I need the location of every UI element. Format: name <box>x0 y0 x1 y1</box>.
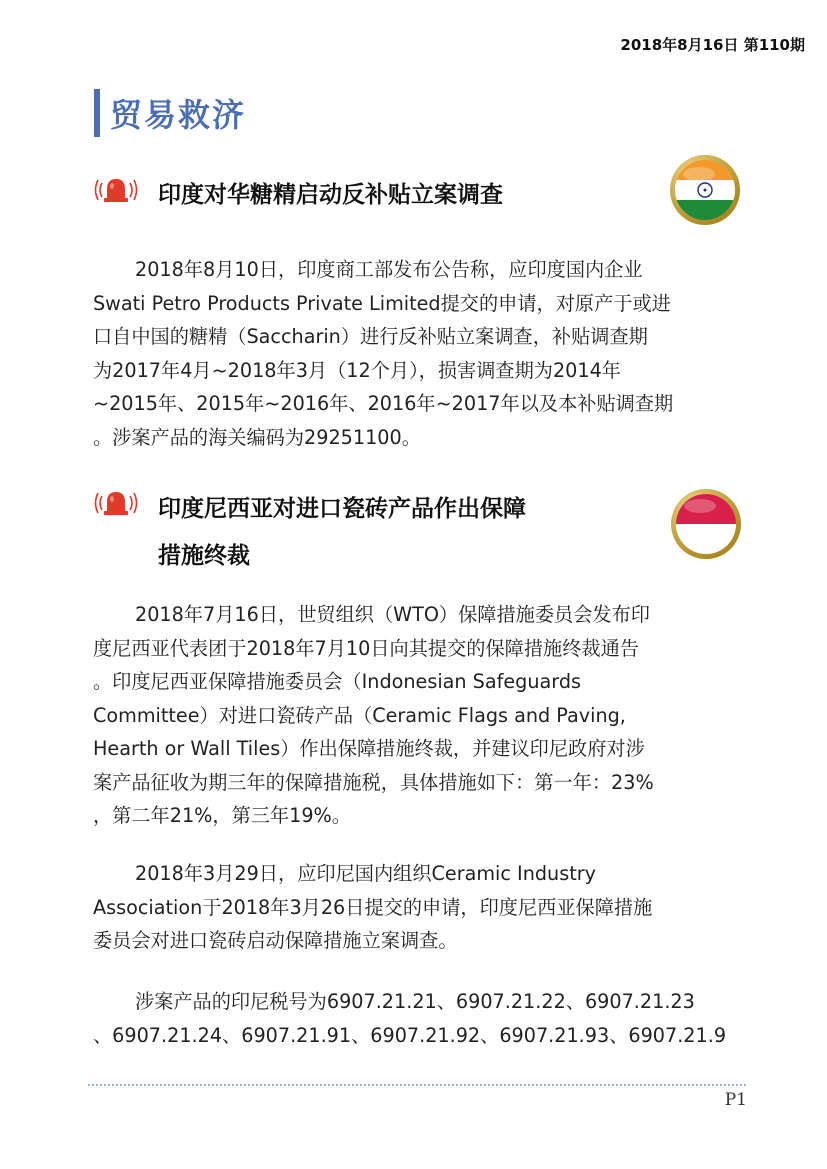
section-accent-bar <box>94 89 100 137</box>
article-paragraph: 2018年3月29日，应印尼国内组织Ceramic Industry Association于2018年3月26日提交的申请，印度尼西亚保障措施 委员会对进口瓷砖启动保障措施立案调查。 <box>93 862 653 952</box>
footer-divider <box>88 1084 746 1086</box>
article-paragraph: 2018年7月16日，世贸组织（WTO）保障措施委员会发布印 度尼西亚代表团于2018年7月10日向其提交的保障措施终裁通告 。印度尼西亚保障措施委员会（Indonesian Safeguards Committee）对进口瓷砖产品（Ceramic Flags and Paving, Hearth or Wall Tiles）作出保障措施终裁，并建议印尼政府对涉 案产品征收为期三年的保障措施税，具体措施如下：第一年：23% ，第二年21%，第三年19%。 <box>93 603 654 827</box>
issue-date: 2018年8月16日 第110期 <box>620 36 805 54</box>
india-flag-icon <box>669 154 741 226</box>
article-title: 印度对华糖精启动反补贴立案调查 <box>158 182 503 208</box>
alarm-bell-icon <box>94 175 138 205</box>
article-title-line-2: 措施终裁 <box>158 543 250 569</box>
article-title-line-1: 印度尼西亚对进口瓷砖产品作出保障 <box>158 496 526 522</box>
indonesia-flag-icon <box>670 488 742 560</box>
section-title: 贸易救济 <box>110 96 247 134</box>
page-number: P1 <box>724 1090 747 1110</box>
alarm-bell-icon <box>94 488 138 518</box>
article-paragraph: 2018年8月10日，印度商工部发布公告称，应印度国内企业 Swati Petro Products Private Limited提交的申请，对原产于或进 口自中国的糖精（Saccharin）进行反补贴立案调查，补贴调查期 为2017年4月~2018年3月（12个月），损害调查期为2014年 ~2015年、2015年~2016年、2016年~2017年以及本补贴调查期 。涉案产品的海关编码为29251100。 <box>93 258 674 449</box>
article-paragraph: 涉案产品的印尼税号为6907.21.21、6907.21.22、6907.21.23 、6907.21.24、6907.21.91、6907.21.92、6907.21.93、6907.21.9 <box>93 990 727 1047</box>
